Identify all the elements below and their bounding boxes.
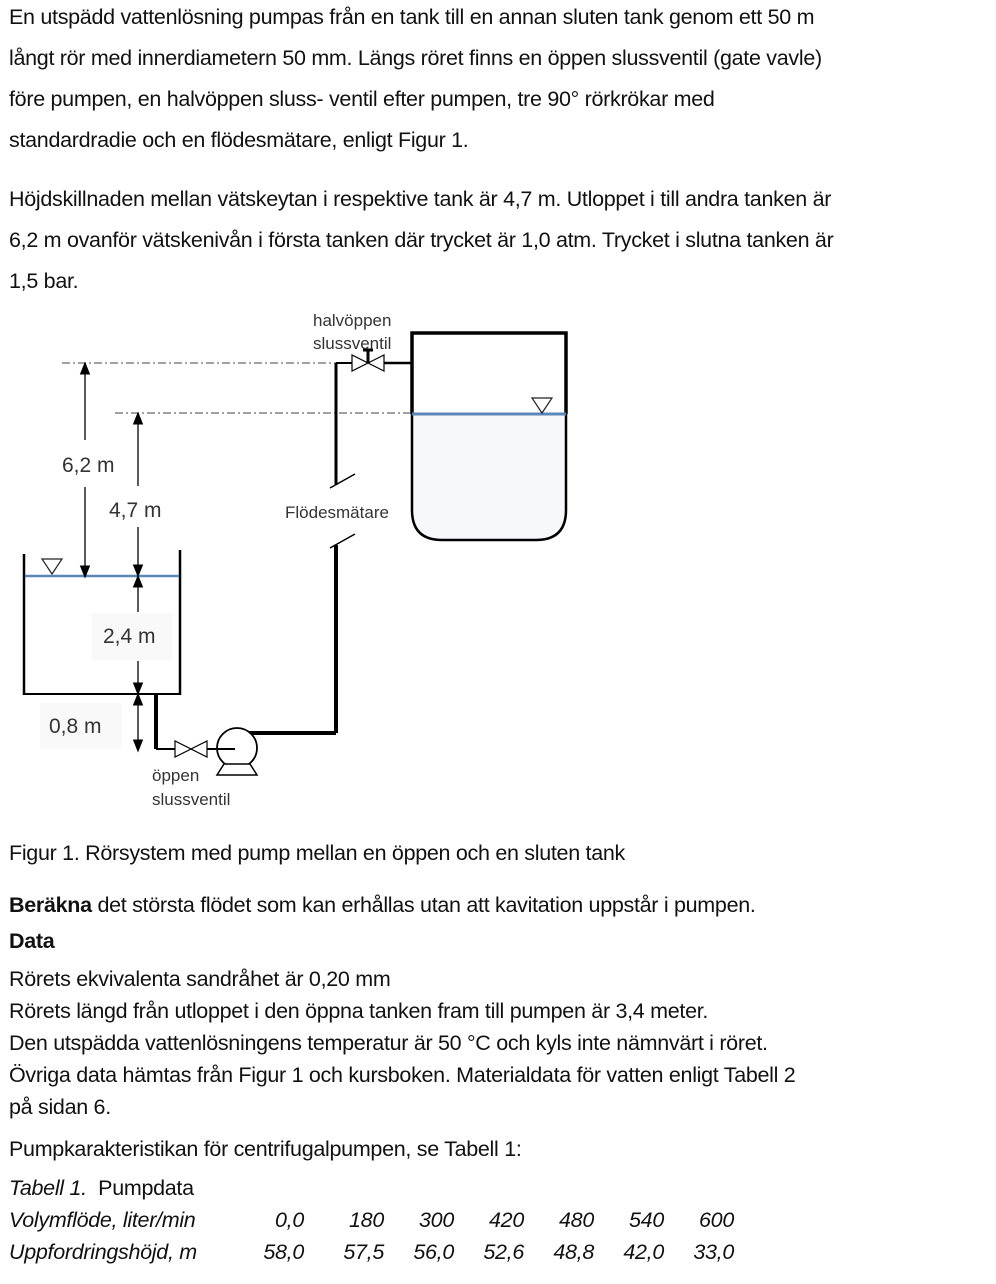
dim-pipe-drop-label: 0,8 m xyxy=(49,715,102,738)
dim-tank-level-label: 2,4 m xyxy=(103,625,156,648)
row-header: Uppfordringshöjd, m xyxy=(9,1240,197,1264)
reference-lines xyxy=(62,363,410,413)
pump-intro: Pumpkarakteristikan för centrifugalpumpen, se Tabell 1: xyxy=(9,1137,522,1161)
heights-paragraph xyxy=(9,179,833,302)
dim-level-diff-label: 4,7 m xyxy=(109,499,162,522)
table-cell: 300 xyxy=(419,1208,454,1232)
intro-line: En utspädd vattenlösning pumpas från en tank till en annan sluten tank genom ett 50 m xyxy=(9,5,815,29)
task-text: det största flödet som kan erhållas utan att kavitation uppstår i pumpen. xyxy=(91,893,756,917)
table-cell: 33,0 xyxy=(693,1240,734,1264)
row-header: Volymflöde, liter/min xyxy=(9,1208,196,1232)
table-cell: 600 xyxy=(699,1208,734,1232)
data-list xyxy=(9,963,795,1123)
data-heading: Data xyxy=(9,929,55,953)
intro-paragraph xyxy=(9,0,822,161)
intro-line: standardradie och en flödesmätare, enligt Figur 1. xyxy=(9,128,469,152)
data-line: på sidan 6. xyxy=(9,1095,111,1119)
heights-line: Höjdskillnaden mellan vätskeytan i respektive tank är 4,7 m. Utloppet i till andra tanken är xyxy=(9,187,832,211)
table-cell: 58,0 xyxy=(263,1240,304,1264)
dimension-arrows xyxy=(85,368,138,746)
table-cell: 48,8 xyxy=(553,1240,594,1264)
data-line: Rörets längd från utloppet i den öppna tanken fram till pumpen är 3,4 meter. xyxy=(9,999,709,1023)
table-cell: 57,5 xyxy=(343,1240,384,1264)
table-cell: 420 xyxy=(489,1208,524,1232)
water-level-icon xyxy=(42,559,62,574)
data-line: Den utspädda vattenlösningens temperatur är 50 °C och kyls inte nämnvärt i röret. xyxy=(9,1031,768,1055)
data-line: Övriga data hämtas från Figur 1 och kursboken. Materialdata för vatten enligt Tabell 2 xyxy=(9,1063,796,1087)
outlet-pipe xyxy=(240,350,412,733)
intro-line: långt rör med innerdiametern 50 mm. Längs röret finns en öppen slussventil (gate vavle) xyxy=(9,46,822,70)
suction-pipe xyxy=(156,694,257,775)
data-line: Rörets ekvivalenta sandråhet är 0,20 mm xyxy=(9,967,391,991)
valve-top-label: slussventil xyxy=(313,334,392,353)
task-bold: Beräkna xyxy=(9,893,92,917)
heights-line: 1,5 bar. xyxy=(9,269,79,293)
intro-line: före pumpen, en halvöppen sluss- ventil efter pumpen, tre 90° rörkrökar med xyxy=(9,87,715,111)
table-label: Tabell 1. xyxy=(9,1176,87,1200)
table-cell: 0,0 xyxy=(275,1208,304,1232)
flowmeter-label: Flödesmätare xyxy=(285,503,389,522)
valve-bottom-label: öppen xyxy=(152,766,200,785)
table-row xyxy=(9,1204,734,1236)
heights-line: 6,2 m ovanför vätskenivån i första tanken där trycket är 1,0 atm. Trycket i slutna tanken är xyxy=(9,228,834,252)
pump-data-table xyxy=(9,1204,734,1268)
table-cell: 56,0 xyxy=(413,1240,454,1264)
table-cell: 52,6 xyxy=(483,1240,524,1264)
table-cell: 42,0 xyxy=(623,1240,664,1264)
table-row xyxy=(9,1236,734,1268)
table-caption xyxy=(9,1172,194,1204)
table-cell: 540 xyxy=(629,1208,664,1232)
table-cell: 480 xyxy=(559,1208,594,1232)
dim-outlet-label: 6,2 m xyxy=(62,454,115,477)
valve-bottom-label: slussventil xyxy=(152,790,231,809)
closed-tank xyxy=(412,333,566,540)
task-statement xyxy=(9,889,756,921)
pipe-system-figure xyxy=(0,300,620,820)
table-cell: 180 xyxy=(349,1208,384,1232)
valve-top-label: halvöppen xyxy=(313,311,392,330)
table-title: Pumpdata xyxy=(98,1176,194,1200)
figure-caption: Figur 1. Rörsystem med pump mellan en öppen och en sluten tank xyxy=(9,841,625,865)
water-level-icon xyxy=(532,398,552,413)
